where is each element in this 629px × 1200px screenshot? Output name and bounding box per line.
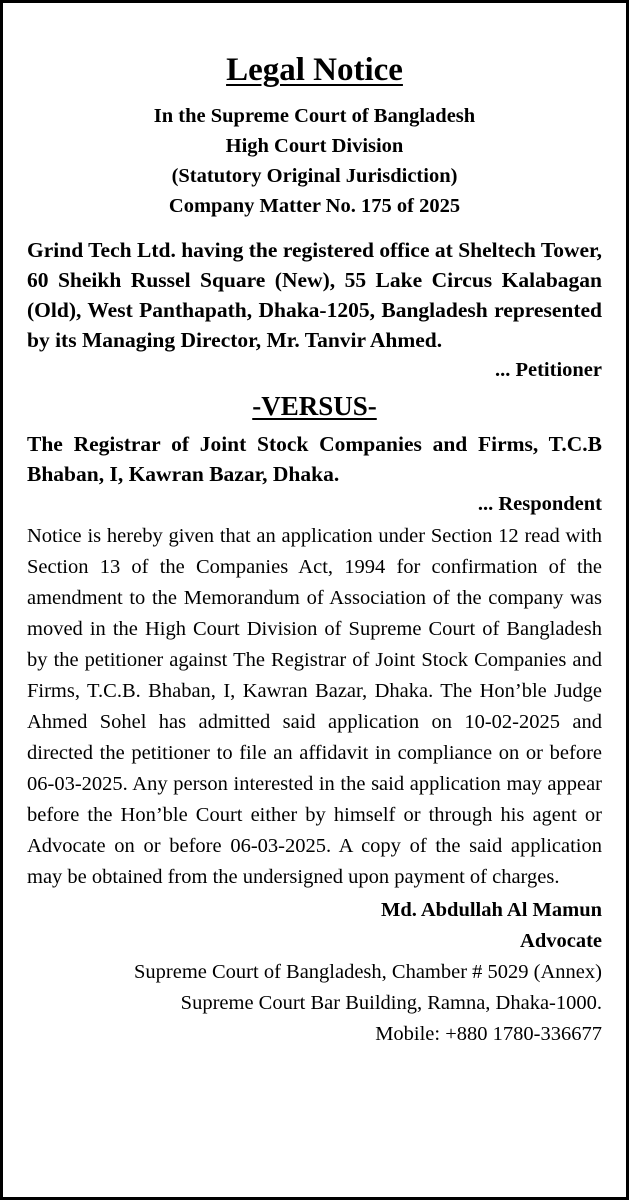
notice-body: Notice is hereby given that an application under Section 12 read with Section 13 of the Companies Act, 1994 for confirmation of the amendment to the Memorandum of Association of the company was moved in the High Court Division of Supreme Court of Bangladesh by the petitioner against The Registrar of Joint Stock Companies and Firms, T.C.B. Bhaban, I, Kawran Bazar, Dhaka. The Hon’ble Judge Ahmed Sohel has admitted said application on 10-02-2025 and directed the petitioner to file an affidavit in compliance on or before 06-03-2025. Any person interested in the said application may appear before the Hon’ble Court either by himself or through his agent or Advocate on or before 06-03-2025. A copy of the said application may be obtained from the undersigned upon payment of charges. <box>27 525 602 888</box>
court-division: High Court Division <box>225 135 404 157</box>
advocate-name: Md. Abdullah Al Mamun <box>380 899 602 921</box>
respondent-details: The Registrar of Joint Stock Companies and Firms, T.C.B Bhaban, I, Kawran Bazar, Dhaka. <box>27 432 602 486</box>
case-number: Company Matter No. 175 of 2025 <box>168 195 461 217</box>
petitioner-details: Grind Tech Ltd. having the registered office at Sheltech Tower, 60 Sheikh Russel Square (New), 55 Lake Circus Kalabagan (Old), West Panthapath, Dhaka-1205, Bangladesh represented by its Managing Director, Mr. Tanvir Ahmed. <box>27 238 602 352</box>
court-name: In the Supreme Court of Bangladesh <box>153 105 476 127</box>
notice-title: Legal Notice <box>226 52 403 88</box>
advocate-title: Advocate <box>520 930 602 952</box>
address-line-2: Supreme Court Bar Building, Ramna, Dhaka-1000. <box>180 992 602 1014</box>
mobile-number: Mobile: +880 1780-336677 <box>375 1023 602 1045</box>
versus-heading: -VERSUS- <box>252 391 377 421</box>
respondent-label: ... Respondent <box>477 493 602 515</box>
court-heading <box>27 101 602 221</box>
signature-block <box>27 895 602 957</box>
address-line-1: Supreme Court of Bangladesh, Chamber # 5029 (Annex) <box>134 961 602 983</box>
court-jurisdiction: (Statutory Original Jurisdiction) <box>171 165 458 187</box>
petitioner-label: ... Petitioner <box>494 359 602 381</box>
advocate-address <box>27 957 602 1050</box>
